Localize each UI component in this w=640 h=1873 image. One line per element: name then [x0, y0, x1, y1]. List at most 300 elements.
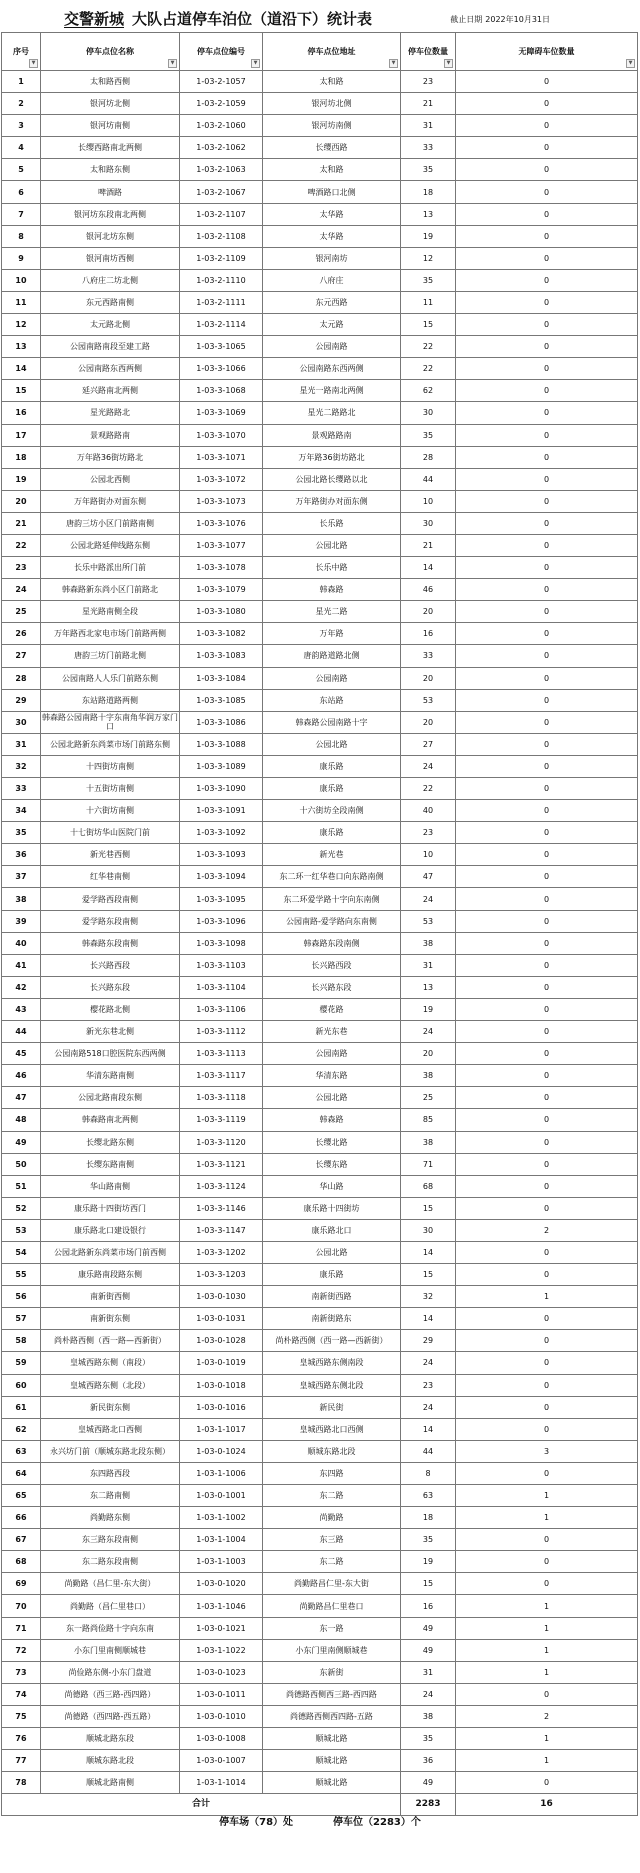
accessible-count: 0 — [456, 1043, 638, 1065]
row-number: 33 — [2, 778, 41, 800]
spot-code: 1-03-2-1062 — [180, 137, 263, 159]
spot-count: 31 — [401, 1661, 456, 1683]
spot-name: 公园南路518口腔医院东西两侧 — [41, 1043, 180, 1065]
spot-count: 22 — [401, 778, 456, 800]
table-row — [2, 1043, 638, 1065]
table-row — [2, 1617, 638, 1639]
spot-address: 东二路 — [263, 1551, 401, 1573]
spot-code: 1-03-3-1202 — [180, 1241, 263, 1263]
row-number: 49 — [2, 1131, 41, 1153]
row-number: 59 — [2, 1352, 41, 1374]
spot-name: 唐韵三坊门前路北侧 — [41, 645, 180, 667]
accessible-count: 0 — [456, 291, 638, 313]
table-row — [2, 1065, 638, 1087]
table-row — [2, 1175, 638, 1197]
row-number: 54 — [2, 1241, 41, 1263]
accessible-count: 1 — [456, 1507, 638, 1529]
table-row — [2, 1131, 638, 1153]
col-header-code[interactable]: 停车点位编号 ▼ — [180, 33, 263, 71]
spot-address: 顺城北路 — [263, 1728, 401, 1750]
spot-count: 71 — [401, 1153, 456, 1175]
table-row — [2, 557, 638, 579]
row-number: 67 — [2, 1529, 41, 1551]
spot-count: 49 — [401, 1639, 456, 1661]
spot-name: 星光路南侧全段 — [41, 601, 180, 623]
accessible-count: 0 — [456, 1418, 638, 1440]
row-number: 55 — [2, 1264, 41, 1286]
title-prefix: 交警新城 — [64, 10, 125, 28]
spot-code: 1-03-2-1067 — [180, 181, 263, 203]
spot-count: 46 — [401, 579, 456, 601]
spot-code: 1-03-1-1004 — [180, 1529, 263, 1551]
accessible-count: 0 — [456, 1573, 638, 1595]
total-label: 合计 — [2, 1794, 401, 1816]
spot-name: 东二路南侧 — [41, 1485, 180, 1507]
accessible-count: 0 — [456, 733, 638, 755]
spot-count: 47 — [401, 866, 456, 888]
page-title — [56, 8, 372, 29]
accessible-count: 3 — [456, 1440, 638, 1462]
spot-count: 13 — [401, 976, 456, 998]
spot-code: 1-03-0-1007 — [180, 1750, 263, 1772]
row-number: 26 — [2, 623, 41, 645]
spot-count: 23 — [401, 71, 456, 93]
row-number: 61 — [2, 1396, 41, 1418]
accessible-count: 0 — [456, 1396, 638, 1418]
spot-code: 1-03-2-1107 — [180, 203, 263, 225]
accessible-count: 0 — [456, 402, 638, 424]
table-row — [2, 866, 638, 888]
accessible-count: 0 — [456, 755, 638, 777]
accessible-count: 0 — [456, 778, 638, 800]
spot-address: 景观路路南 — [263, 424, 401, 446]
row-number: 45 — [2, 1043, 41, 1065]
spot-count: 18 — [401, 181, 456, 203]
spot-address: 东新街 — [263, 1661, 401, 1683]
spot-count: 53 — [401, 689, 456, 711]
row-number: 18 — [2, 446, 41, 468]
header-row — [2, 33, 638, 71]
spot-address: 顺城北路 — [263, 1750, 401, 1772]
row-number: 31 — [2, 733, 41, 755]
table-row — [2, 159, 638, 181]
accessible-count: 1 — [456, 1750, 638, 1772]
accessible-count: 0 — [456, 976, 638, 998]
table-row — [2, 1021, 638, 1043]
table-row — [2, 1440, 638, 1462]
table-row — [2, 93, 638, 115]
spot-code: 1-03-3-1120 — [180, 1131, 263, 1153]
spot-code: 1-03-3-1121 — [180, 1153, 263, 1175]
spot-address: 东元西路 — [263, 291, 401, 313]
spot-name: 尚勤路（昌仁里巷口） — [41, 1595, 180, 1617]
accessible-count: 0 — [456, 667, 638, 689]
spot-count: 15 — [401, 314, 456, 336]
accessible-count: 0 — [456, 1264, 638, 1286]
spot-name: 爱学路东段南侧 — [41, 910, 180, 932]
spot-name: 十七街坊华山医院门前 — [41, 822, 180, 844]
accessible-count: 2 — [456, 1705, 638, 1727]
row-number: 42 — [2, 976, 41, 998]
spot-address: 长缨东路 — [263, 1153, 401, 1175]
accessible-count: 0 — [456, 866, 638, 888]
col-header-name[interactable]: 停车点位名称 ▼ — [41, 33, 180, 71]
accessible-count: 0 — [456, 954, 638, 976]
spot-code: 1-03-0-1011 — [180, 1683, 263, 1705]
parking-table — [1, 32, 638, 1816]
spot-address: 公园北路 — [263, 733, 401, 755]
table-row — [2, 1418, 638, 1440]
spot-code: 1-03-3-1091 — [180, 800, 263, 822]
table-row — [2, 512, 638, 534]
spot-name: 尚俭路东侧-小东门盘道 — [41, 1661, 180, 1683]
table-row — [2, 954, 638, 976]
row-number: 53 — [2, 1219, 41, 1241]
filter-arrow-icon[interactable]: ▼ — [626, 59, 635, 68]
row-number: 38 — [2, 888, 41, 910]
spot-count: 35 — [401, 1728, 456, 1750]
spot-count: 21 — [401, 93, 456, 115]
spot-count: 13 — [401, 203, 456, 225]
spot-count: 27 — [401, 733, 456, 755]
spot-count: 49 — [401, 1617, 456, 1639]
accessible-count: 0 — [456, 1087, 638, 1109]
spot-code: 1-03-3-1089 — [180, 755, 263, 777]
spot-count: 22 — [401, 336, 456, 358]
spot-code: 1-03-3-1082 — [180, 623, 263, 645]
accessible-count: 1 — [456, 1617, 638, 1639]
spot-code: 1-03-0-1021 — [180, 1617, 263, 1639]
row-number: 51 — [2, 1175, 41, 1197]
spot-name: 啤酒路 — [41, 181, 180, 203]
accessible-count: 0 — [456, 71, 638, 93]
spot-code: 1-03-3-1124 — [180, 1175, 263, 1197]
spot-code: 1-03-0-1024 — [180, 1440, 263, 1462]
row-number: 2 — [2, 93, 41, 115]
spot-count: 35 — [401, 1529, 456, 1551]
row-number: 13 — [2, 336, 41, 358]
row-number: 17 — [2, 424, 41, 446]
table-row — [2, 1639, 638, 1661]
spot-address: 韩森路公园南路十字 — [263, 711, 401, 733]
table-row — [2, 1264, 638, 1286]
spot-count: 16 — [401, 1595, 456, 1617]
spot-address: 皇城西路东侧南段 — [263, 1352, 401, 1374]
spot-count: 30 — [401, 512, 456, 534]
spot-address: 康乐路北口 — [263, 1219, 401, 1241]
spot-address: 华清东路 — [263, 1065, 401, 1087]
spot-name: 长缨西路南北两侧 — [41, 137, 180, 159]
spot-count: 38 — [401, 1705, 456, 1727]
col-header-accessible[interactable]: 无障碍车位数量 ▼ — [456, 33, 638, 71]
spot-name: 公园南路东西两侧 — [41, 358, 180, 380]
spot-code: 1-03-2-1110 — [180, 269, 263, 291]
spot-code: 1-03-0-1018 — [180, 1374, 263, 1396]
row-number: 5 — [2, 159, 41, 181]
accessible-count: 0 — [456, 1109, 638, 1131]
spot-name: 康乐路南段路东侧 — [41, 1264, 180, 1286]
spot-name: 万年路36街坊路北 — [41, 446, 180, 468]
accessible-count: 0 — [456, 468, 638, 490]
row-number: 3 — [2, 115, 41, 137]
filter-arrow-icon[interactable]: ▼ — [444, 59, 453, 68]
spot-name: 延兴路南北两侧 — [41, 380, 180, 402]
accessible-count: 0 — [456, 512, 638, 534]
spot-count: 10 — [401, 490, 456, 512]
spot-code: 1-03-0-1030 — [180, 1286, 263, 1308]
accessible-count: 0 — [456, 1175, 638, 1197]
spot-address: 万年路街办对面东侧 — [263, 490, 401, 512]
row-number: 75 — [2, 1705, 41, 1727]
spot-code: 1-03-1-1002 — [180, 1507, 263, 1529]
accessible-count: 0 — [456, 888, 638, 910]
spot-code: 1-03-2-1057 — [180, 71, 263, 93]
spot-address: 韩森路 — [263, 1109, 401, 1131]
spot-address: 尚德路西侧西四路-五路 — [263, 1705, 401, 1727]
table-row — [2, 1661, 638, 1683]
accessible-count: 0 — [456, 645, 638, 667]
spot-name: 新民街东侧 — [41, 1396, 180, 1418]
spot-address: 银河坊南侧 — [263, 115, 401, 137]
spot-name: 东元西路南侧 — [41, 291, 180, 313]
spot-name: 皇城西路东侧（南段） — [41, 1352, 180, 1374]
spot-name: 华山路南侧 — [41, 1175, 180, 1197]
row-number: 74 — [2, 1683, 41, 1705]
accessible-count: 0 — [456, 269, 638, 291]
spot-address: 公园南路 — [263, 336, 401, 358]
spot-count: 18 — [401, 1507, 456, 1529]
row-number: 62 — [2, 1418, 41, 1440]
col-header-no[interactable]: 序号 ▼ — [2, 33, 41, 71]
spot-code: 1-03-3-1079 — [180, 579, 263, 601]
spot-address: 太华路 — [263, 225, 401, 247]
accessible-count: 0 — [456, 1683, 638, 1705]
row-number: 60 — [2, 1374, 41, 1396]
spot-code: 1-03-2-1108 — [180, 225, 263, 247]
filter-arrow-icon[interactable]: ▼ — [251, 59, 260, 68]
spot-name: 顺城北路东段 — [41, 1728, 180, 1750]
table-row — [2, 1241, 638, 1263]
spot-count: 20 — [401, 667, 456, 689]
table-row — [2, 1705, 638, 1727]
spot-code: 1-03-1-1006 — [180, 1462, 263, 1484]
table-row — [2, 778, 638, 800]
accessible-count: 0 — [456, 1330, 638, 1352]
table-row — [2, 402, 638, 424]
spot-count: 38 — [401, 1065, 456, 1087]
spot-code: 1-03-3-1094 — [180, 866, 263, 888]
filter-arrow-icon[interactable]: ▼ — [389, 59, 398, 68]
spot-code: 1-03-0-1016 — [180, 1396, 263, 1418]
spot-address: 长乐中路 — [263, 557, 401, 579]
spot-address: 东站路 — [263, 689, 401, 711]
row-number: 76 — [2, 1728, 41, 1750]
table-row — [2, 844, 638, 866]
spot-count: 24 — [401, 888, 456, 910]
table-row — [2, 181, 638, 203]
title-main: 大队占道停车泊位（道沿下）统计表 — [132, 10, 373, 28]
table-row — [2, 269, 638, 291]
spot-code: 1-03-3-1117 — [180, 1065, 263, 1087]
spot-count: 20 — [401, 601, 456, 623]
spot-address: 公园南路 — [263, 1043, 401, 1065]
filter-arrow-icon[interactable]: ▼ — [29, 59, 38, 68]
spot-code: 1-03-3-1095 — [180, 888, 263, 910]
spot-code: 1-03-3-1066 — [180, 358, 263, 380]
spot-name: 华清东路南侧 — [41, 1065, 180, 1087]
accessible-count: 1 — [456, 1485, 638, 1507]
spot-name: 银河坊南侧 — [41, 115, 180, 137]
table-row — [2, 115, 638, 137]
spot-code: 1-03-3-1103 — [180, 954, 263, 976]
spot-code: 1-03-3-1113 — [180, 1043, 263, 1065]
spot-address: 公园北路 — [263, 534, 401, 556]
accessible-count: 0 — [456, 159, 638, 181]
spot-count: 35 — [401, 159, 456, 181]
spot-count: 62 — [401, 380, 456, 402]
spot-address: 八府庄 — [263, 269, 401, 291]
accessible-count: 0 — [456, 1374, 638, 1396]
row-number: 21 — [2, 512, 41, 534]
spot-code: 1-03-3-1068 — [180, 380, 263, 402]
spot-count: 44 — [401, 1440, 456, 1462]
row-number: 72 — [2, 1639, 41, 1661]
spot-code: 1-03-2-1109 — [180, 247, 263, 269]
accessible-count: 0 — [456, 1462, 638, 1484]
spot-name: 韩森路东段南侧 — [41, 932, 180, 954]
table-row — [2, 1683, 638, 1705]
accessible-count: 0 — [456, 225, 638, 247]
row-number: 64 — [2, 1462, 41, 1484]
spot-code: 1-03-3-1093 — [180, 844, 263, 866]
spot-code: 1-03-0-1010 — [180, 1705, 263, 1727]
spot-address: 万年路36街坊路北 — [263, 446, 401, 468]
accessible-count: 0 — [456, 1551, 638, 1573]
title-row — [0, 0, 640, 32]
accessible-count: 0 — [456, 380, 638, 402]
spot-code: 1-03-3-1203 — [180, 1264, 263, 1286]
spot-count: 15 — [401, 1197, 456, 1219]
table-row — [2, 888, 638, 910]
spot-address: 公园南路-爱学路向东南侧 — [263, 910, 401, 932]
spot-count: 36 — [401, 1750, 456, 1772]
accessible-count: 0 — [456, 1131, 638, 1153]
spot-code: 1-03-0-1020 — [180, 1573, 263, 1595]
spot-address: 太和路 — [263, 71, 401, 93]
accessible-count: 0 — [456, 844, 638, 866]
table-row — [2, 800, 638, 822]
spot-name: 公园北路新东尚菜市场门前西侧 — [41, 1241, 180, 1263]
table-row — [2, 336, 638, 358]
table-row — [2, 1750, 638, 1772]
spot-address: 康乐路 — [263, 755, 401, 777]
spot-count: 14 — [401, 1418, 456, 1440]
spot-name: 新光东巷北侧 — [41, 1021, 180, 1043]
accessible-count: 0 — [456, 1529, 638, 1551]
spot-code: 1-03-2-1059 — [180, 93, 263, 115]
spot-code: 1-03-3-1098 — [180, 932, 263, 954]
table-row — [2, 468, 638, 490]
spot-count: 14 — [401, 557, 456, 579]
spot-name: 樱花路北侧 — [41, 998, 180, 1020]
spot-name: 新光巷西侧 — [41, 844, 180, 866]
table-row — [2, 1396, 638, 1418]
spot-code: 1-03-0-1019 — [180, 1352, 263, 1374]
spot-count: 23 — [401, 1374, 456, 1396]
spot-address: 东二路 — [263, 1485, 401, 1507]
spot-name: 南新街西侧 — [41, 1286, 180, 1308]
row-number: 25 — [2, 601, 41, 623]
accessible-count: 0 — [456, 1153, 638, 1175]
spot-address: 皇城西路北口西侧 — [263, 1418, 401, 1440]
table-row — [2, 247, 638, 269]
spot-code: 1-03-3-1072 — [180, 468, 263, 490]
spot-code: 1-03-3-1084 — [180, 667, 263, 689]
col-header-spots[interactable]: 停车位数量 ▼ — [401, 33, 456, 71]
spot-code: 1-03-0-1001 — [180, 1485, 263, 1507]
table-row — [2, 1595, 638, 1617]
table-row — [2, 910, 638, 932]
spot-name: 万年路西北家电市场门前路两侧 — [41, 623, 180, 645]
spot-name: 十五街坊南侧 — [41, 778, 180, 800]
spot-name: 永兴坊门前（顺城东路北段东侧） — [41, 1440, 180, 1462]
table-row — [2, 1109, 638, 1131]
row-number: 48 — [2, 1109, 41, 1131]
spot-address: 公园南路 — [263, 667, 401, 689]
spot-code: 1-03-1-1017 — [180, 1418, 263, 1440]
table-row — [2, 689, 638, 711]
spot-code: 1-03-3-1071 — [180, 446, 263, 468]
spot-name: 银河坊北侧 — [41, 93, 180, 115]
spot-name: 万年路街办对面东侧 — [41, 490, 180, 512]
spot-code: 1-03-2-1114 — [180, 314, 263, 336]
table-row — [2, 358, 638, 380]
table-row — [2, 667, 638, 689]
spot-code: 1-03-3-1085 — [180, 689, 263, 711]
row-number: 32 — [2, 755, 41, 777]
spot-code: 1-03-3-1070 — [180, 424, 263, 446]
spot-code: 1-03-3-1147 — [180, 1219, 263, 1241]
spot-address: 太元路 — [263, 314, 401, 336]
spot-count: 25 — [401, 1087, 456, 1109]
row-number: 57 — [2, 1308, 41, 1330]
row-number: 69 — [2, 1573, 41, 1595]
table-row — [2, 645, 638, 667]
spot-count: 38 — [401, 1131, 456, 1153]
spot-address: 尚德路西侧西三路-西四路 — [263, 1683, 401, 1705]
spot-code: 1-03-3-1088 — [180, 733, 263, 755]
row-number: 15 — [2, 380, 41, 402]
spot-address: 长乐路 — [263, 512, 401, 534]
filter-arrow-icon[interactable]: ▼ — [168, 59, 177, 68]
spot-count: 85 — [401, 1109, 456, 1131]
accessible-count: 1 — [456, 1639, 638, 1661]
accessible-count: 0 — [456, 490, 638, 512]
row-number: 14 — [2, 358, 41, 380]
col-header-address[interactable]: 停车点位地址 ▼ — [263, 33, 401, 71]
spot-count: 23 — [401, 822, 456, 844]
spot-count: 24 — [401, 1352, 456, 1374]
spot-code: 1-03-3-1118 — [180, 1087, 263, 1109]
table-row — [2, 291, 638, 313]
spot-code: 1-03-3-1092 — [180, 822, 263, 844]
spot-name: 长兴路西段 — [41, 954, 180, 976]
spot-count: 15 — [401, 1264, 456, 1286]
spot-address: 韩森路东段南侧 — [263, 932, 401, 954]
row-number: 22 — [2, 534, 41, 556]
spot-count: 63 — [401, 1485, 456, 1507]
table-body — [2, 71, 638, 1794]
